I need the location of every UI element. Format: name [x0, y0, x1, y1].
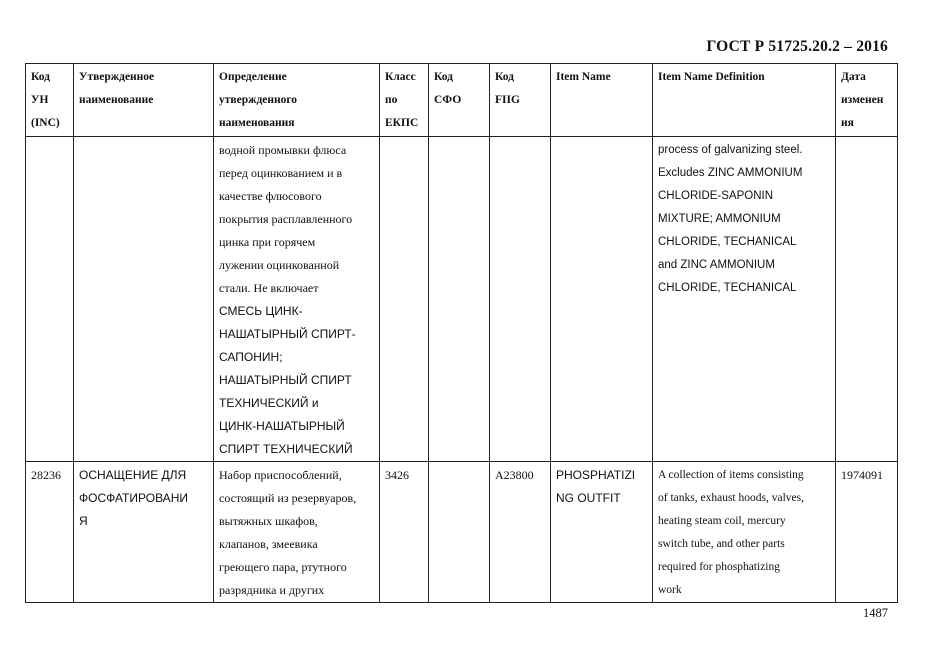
document-header: ГОСТ Р 51725.20.2 – 2016 — [706, 38, 888, 55]
cell-date-empty — [836, 137, 898, 462]
cell-date: 1974091 — [836, 462, 898, 603]
cell-inc: 28236 — [26, 462, 74, 603]
cell-item-name-empty — [551, 137, 653, 462]
cell-class: 3426 — [380, 462, 429, 603]
items-table — [25, 63, 898, 603]
cell-inc-empty — [26, 137, 74, 462]
cell-approved-name: ОСНАЩЕНИЕ ДЛЯ ФОСФАТИРОВАНИ Я — [74, 462, 214, 603]
cell-definition-ru: Набор приспособлений, состоящий из резервуаров, вытяжных шкафов, клапанов, змеевика греющего пара, ртутного разрядника и других — [214, 462, 380, 603]
cell-definition-ru: водной промывки флюса перед оцинкованием и в качестве флюсового покрытия расплавленного цинка при горячем лужении оцинкованной стали. Не включает СМЕСЬ ЦИНК- НАШАТЫРНЫЙ СПИРТ- САПОНИН; НАШАТЫРНЫЙ СПИРТ ТЕХНИЧЕСКИЙ и ЦИНК-НАШАТЫРНЫЙ СПИРТ ТЕХНИЧЕСКИЙ — [214, 137, 380, 462]
cell-item-name-definition: A collection of items consisting of tanks, exhaust hoods, valves, heating steam coil, mercury switch tube, and other parts required for phosphatizing work — [653, 462, 836, 603]
cell-fiig-empty — [490, 137, 551, 462]
header-item-name-definition: Item Name Definition — [653, 64, 836, 137]
header-class: Класс по ЕКПС — [380, 64, 429, 137]
header-item-name: Item Name — [551, 64, 653, 137]
page-number: 1487 — [863, 606, 888, 620]
cell-definition-en: process of galvanizing steel. Excludes ZINC AMMONIUM CHLORIDE-SAPONIN MIXTURE; AMMONIUM CHLORIDE, TECHANICAL and ZINC AMMONIUM CHLORIDE, TECHANICAL — [653, 137, 836, 462]
table-header-row — [26, 64, 898, 137]
table-row — [26, 462, 898, 603]
cell-name-empty — [74, 137, 214, 462]
header-fiig: Код FIIG — [490, 64, 551, 137]
header-date: Дата изменен ия — [836, 64, 898, 137]
header-sfo: Код СФО — [429, 64, 490, 137]
header-definition-ru: Определение утвержденного наименования — [214, 64, 380, 137]
cell-item-name: PHOSPHATIZI NG OUTFIT — [551, 462, 653, 603]
cell-sfo-empty — [429, 137, 490, 462]
cell-fiig: A23800 — [490, 462, 551, 603]
table-row-continued — [26, 137, 898, 462]
cell-sfo — [429, 462, 490, 603]
header-approved-name: Утвержденное наименование — [74, 64, 214, 137]
cell-class-empty — [380, 137, 429, 462]
header-inc: Код УН (INC) — [26, 64, 74, 137]
